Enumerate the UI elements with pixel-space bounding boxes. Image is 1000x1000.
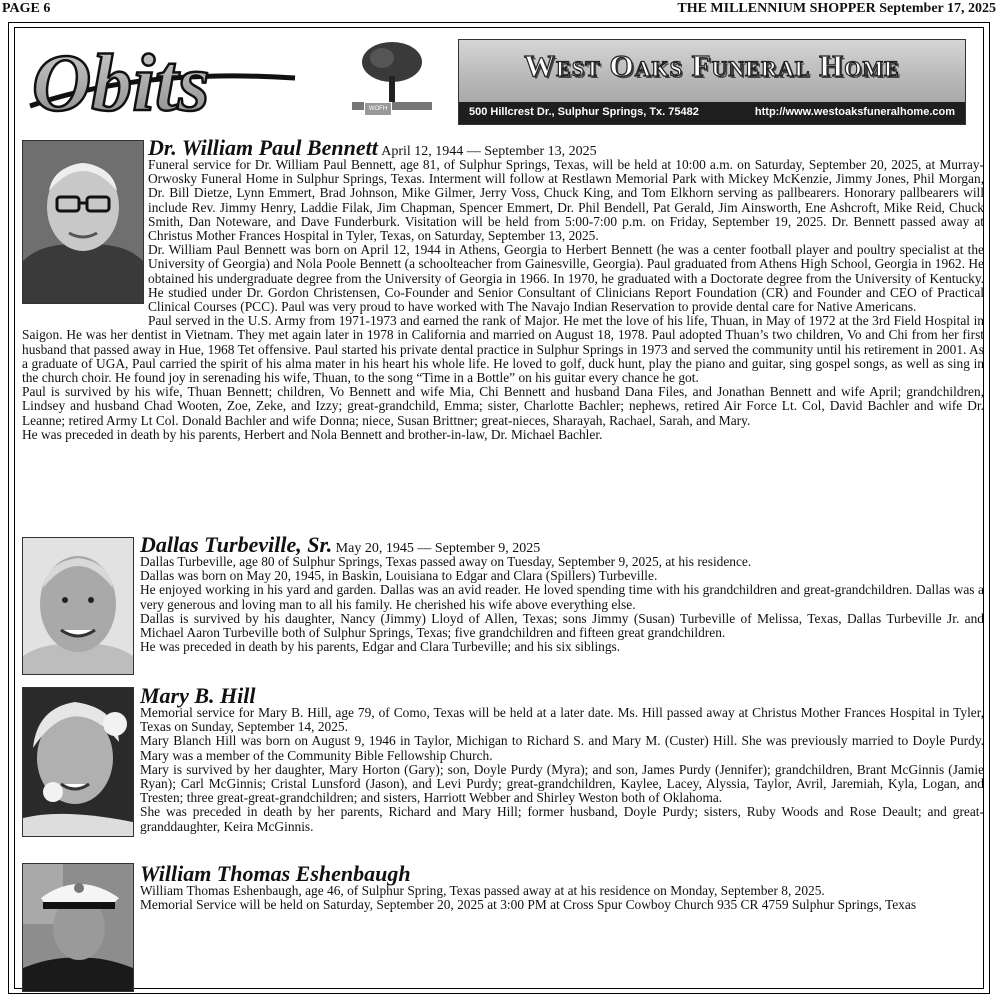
photo-william-thomas-eshenbaugh — [22, 863, 134, 992]
obit-paragraph: Paul served in the U.S. Army from 1971-1973 and earned the rank of Major. He met the love of his life, Thuan, in May of 1972 at the 3rd Field Hospital in Saigon. He was her dentist in Vietnam. They met again later in 1978 in California and married on August 18, 1978. Paul adopted Thuan’s two children, Vo and Chi from her first husband that passed away in Hue, 1968 Tet offensive. Paul started his private dental practice in Sulphur Springs in 1973 and served the community until his retirement in 2001. As a graduate of UGA, Paul carried the spirit of his alma mater in his heart his whole life. He loved to golf, duck hunt, play the piano and guitar, sing gospel songs, as well as sing in the church choir. He found joy in serenading his wife, Thuan, to the song “Time in a Bottle” on his guitar every chance he got. — [22, 313, 984, 386]
photo-spacer — [22, 686, 140, 838]
obit-paragraph: He was preceded in death by his parents, Herbert and Nola Bennett and brother-in-law, Dr. Michael Bachler. — [22, 426, 603, 442]
tree-icon — [352, 40, 432, 110]
banner-sign: WOFH — [364, 102, 392, 116]
obit-paragraph: Dr. William Paul Bennett was born on April 12, 1944 in Athens, Georgia to Herbert Bennett (he was a center football player and poultry specialist at the University of Georgia) and Nola Poole Bennett (a schoolteacher from Gainesville, Georgia). Paul graduated from Athens High School, Georgia in 1962. He obtained his undergraduate degree from the University of Georgia in 1966. In 1970, he graduated with a Doctorate degree from the University of Kentucky. He studied under Dr. Gordon Christensen, Co-Founder and Senior Consultant of Clinicians Report Foundation (CR) and Founder and CEO of Practical Clinical Courses (PCC). Paul was very proud to have worked with The Navajo Indian Reservation to provide dental care for Native Americans. — [148, 242, 984, 315]
banner-footer — [459, 102, 965, 124]
obit-william-thomas-eshenbaugh — [140, 861, 984, 913]
obit-paragraph: Dallas is survived by his daughter, Nancy (Jimmy) Lloyd of Allen, Texas; sons Jimmy (Susan) Turbeville of Melissa, Texas, Dallas Turbeville Jr. and Michael Aaron Turbeville both of Sulphur Springs, Texas; five grandchildren and fifteen great grandchildren. — [140, 610, 984, 641]
funeral-home-name: West Oaks Funeral Home — [524, 48, 900, 83]
obit-paragraph: Paul is survived by his wife, Thuan Bennett; children, Vo Bennett and wife Mia, Chi Bennett and husband Dana Files, and Jonathan Bennett and wife April; grandchildren, Lindsey and husband Chad Wooten, Zoe, Zeke, and Izzy; great-grandchild, Emma; sister, Charlotte Bachler; nephews, retired Air Force Lt. Col, David Bachler and wife Dr. Leanne; retired Army Lt Col. Donald Bachler and wife Donna; niece, Susan Brittner; great-nieces, Sharayah, Rachael, Sarah, and Mary. — [22, 384, 984, 428]
obit-name: William Thomas Eshenbaugh — [140, 861, 411, 886]
funeral-home-banner — [458, 39, 966, 125]
obit-paragraph: Mary Blanch Hill was born on August 9, 1946 in Taylor, Michigan to Richard S. and Mary M. (Custer) Hill. She was previously married to Doyle Purdy. Mary was a member of the Community Bible Fellowship Church. — [140, 733, 984, 763]
obits-title-text: Obits — [32, 37, 210, 128]
obit-mary-b-hill — [22, 683, 984, 838]
page-header — [0, 0, 1000, 22]
publication-line: THE MILLENNIUM SHOPPER September 17, 2025 — [677, 1, 996, 16]
obit-name: Mary B. Hill — [140, 683, 256, 708]
obit-heading — [140, 532, 984, 557]
obit-name: Dallas Turbeville, Sr. — [140, 532, 333, 557]
photo-spacer — [22, 138, 148, 326]
obit-dallas-turbeville — [140, 532, 984, 655]
obit-heading — [22, 683, 984, 708]
obit-paragraph: Funeral service for Dr. William Paul Bennett, age 81, of Sulphur Springs, Texas, will be held at 10:00 a.m. on Saturday, September 20, 2025, at Murray-Orwosky Funeral Home in Sulphur Springs, Texas. Interment will follow at Restlawn Memorial Park with Mickey McKenzie, Jimmy Jones, Phil Morgan, Dr. Bill Dietze, Lynn Emmert, Brad Johnson, Mike Gilmer, Jerry Voss, Chuck King, and Tom Elkhorn serving as pallbearers. Honorary pallbearers will include Rev. Jimmy Henry, Laddie Filak, Jim Chapman, Spencer Emmert, Dr. Phil Bendell, Pat Gerald, Jim Ainsworth, Ene Ashcroft, Mike Reid, Chuck Smith, Dan Noteware, and Dave Funderburk. Visitation will be held from 5:00-7:00 p.m. on Friday, September 19, 2025. Dr. Bennett passed away at Christus Mother Frances Hospital in Tyler, Texas, on Saturday, September 13, 2025. — [148, 157, 984, 244]
obit-heading — [140, 861, 984, 886]
obit-paragraph: He was preceded in death by his parents, Edgar and Clara Turbeville; and his six siblings. — [140, 639, 621, 655]
funeral-home-url[interactable]: http://www.westoaksfuneralhome.com — [754, 106, 955, 118]
obit-paragraph: He enjoyed working in his yard and garden. Dallas was an avid reader. He loved spending time with his grandchildren and great-grandchildren. Dallas was a very generous and loving man to all his family. He cherished his wife above everything else. — [140, 582, 984, 612]
obit-paragraph: William Thomas Eshenbaugh, age 46, of Sulphur Spring, Texas passed away at at his residence on Monday, September 8, 2025. — [140, 883, 825, 898]
funeral-home-address: 500 Hillcrest Dr., Sulphur Springs, Tx. 75482 — [469, 106, 699, 118]
obit-william-paul-bennett — [22, 135, 984, 442]
obit-heading — [22, 135, 984, 160]
photo-dallas-turbeville — [22, 537, 134, 675]
obit-paragraph: She was preceded in death by her parents, Richard and Mary Hill; former husband, Doyle Purdy; sisters, Ruby Woods and Rose Deault; and great-granddaughter, Keira McGinnis. — [140, 804, 984, 834]
obit-dates: May 20, 1945 — September 9, 2025 — [335, 541, 541, 556]
obit-paragraph: Mary is survived by her daughter, Mary Horton (Gary); son, Doyle Purdy (Myra); and son, James Purdy (Jennifer); grandchildren, Brant McGinnis (Jamie Ryan); Carl McGinnis; Cristal Lunsford (Jason), and Levi Purdy; great-grandchildren, Kaylee, Lacey, Alyssia, Taylor, Avril, Jaremiah, Kyla, Logan, and Tresten; three great-great-grandchildren; and sisters, Harriott Webber and Shirley Weston both of Oklahoma. — [140, 761, 984, 806]
obit-paragraph: Memorial service for Mary B. Hill, age 79, of Como, Texas will be held at a later date. Ms. Hill passed away at Christus Mother Frances Hospital in Tyler, Texas on Sunday, September 14, 2025. — [140, 705, 984, 735]
obit-dates: April 12, 1944 — September 13, 2025 — [381, 144, 597, 159]
obit-paragraph: Memorial Service will be held on Saturday, September 20, 2025 at 3:00 PM at Cross Spur Cowboy Church 935 CR 4759 Sulphur Springs, Texas — [140, 897, 917, 913]
page-number: PAGE 6 — [2, 1, 51, 16]
obit-paragraph: Dallas Turbeville, age 80 of Sulphur Springs, Texas passed away on Tuesday, September 9, 2025, at his residence. — [140, 554, 752, 569]
obit-name: Dr. William Paul Bennett — [148, 135, 378, 160]
obit-paragraph: Dallas was born on May 20, 1945, in Baskin, Louisiana to Edgar and Clara (Spillers) Turbeville. — [140, 568, 658, 584]
obits-section-title — [20, 28, 300, 138]
